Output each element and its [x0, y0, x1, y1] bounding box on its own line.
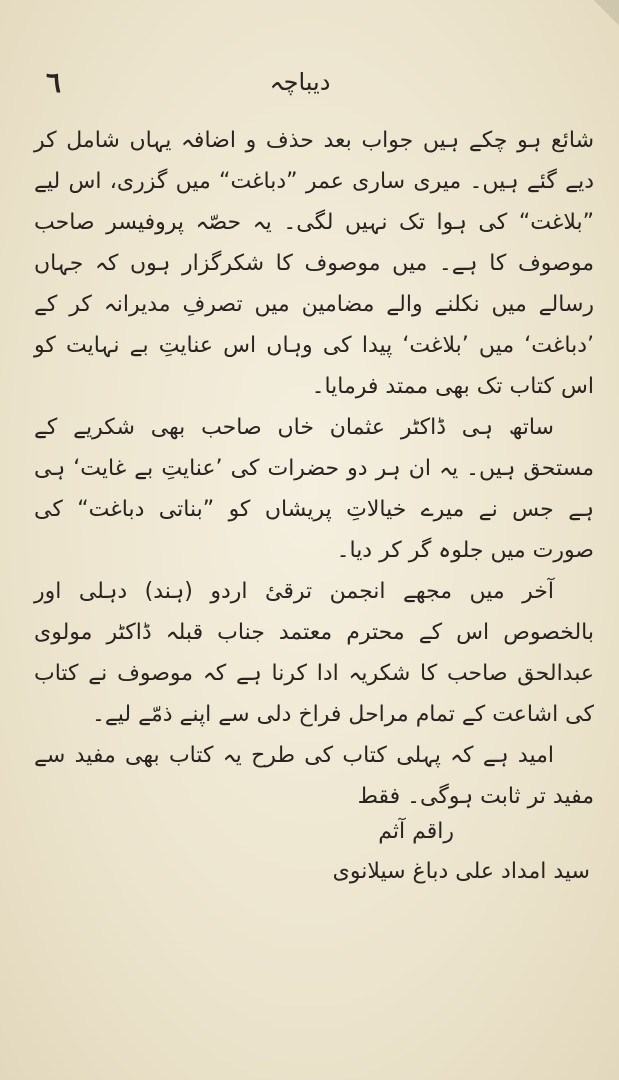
page-number: ٦ [46, 66, 62, 99]
paragraph: ساتھ ہی ڈاکٹر عثمان خاں صاحب بھی شکریے کے مستحق ہیں۔ یہ ان ہر دو حضرات کی ’عنایتِ بے غایت‘ ہی ہے جس نے میرے خیالاتِ پریشاں کو ”بناتی دباغت“ کی صورت میں جلوہ گر کر دیا۔ [34, 415, 594, 563]
signature-block [34, 812, 594, 892]
paragraph: آخر میں مجھے انجمن ترقیٔ اردو (ہند) دہلی اور بالخصوص اس کے محترم معتمد جناب قبلہ ڈاکٹر مولوی عبدالحق صاحب کا شکریہ ادا کرنا ہے کہ موصوف نے کتاب کی اشاعت کے تمام مراحل فراخ دلی سے اپنے ذمّے لیے۔ [34, 579, 594, 727]
paragraph: شائع ہو چکے ہیں جواب بعد حذف و اضافہ یہاں شامل کر دیے گئے ہیں۔ میری ساری عمر ”دباغت“ میں گزری، اس لیے ”بلاغت“ کی ہوا تک نہیں لگی۔ یہ حصّہ پروفیسر صاحب موصوف کا ہے۔ میں موصوف کا شکرگزار ہوں کہ جہاں رسالے میں نکلنے والے مضامین میں تصرفِ مدیرانہ کر کے ’دباغت‘ میں ’بلاغت‘ پیدا کی وہاں اس عنایتِ بے نہایت کو اس کتاب تک بھی ممتد فرمایا۔ [34, 128, 594, 399]
page-header [0, 66, 619, 102]
paragraph: امید ہے کہ پہلی کتاب کی طرح یہ کتاب بھی مفید سے مفید تر ثابت ہوگی۔ فقط [34, 743, 594, 809]
running-title: دیباچہ [269, 68, 331, 96]
author-name: سید امداد علی دباغ سیلانوی [332, 859, 590, 884]
signature-label: راقم آثم [378, 819, 454, 844]
body-text [34, 120, 594, 817]
folded-corner [589, 0, 619, 26]
